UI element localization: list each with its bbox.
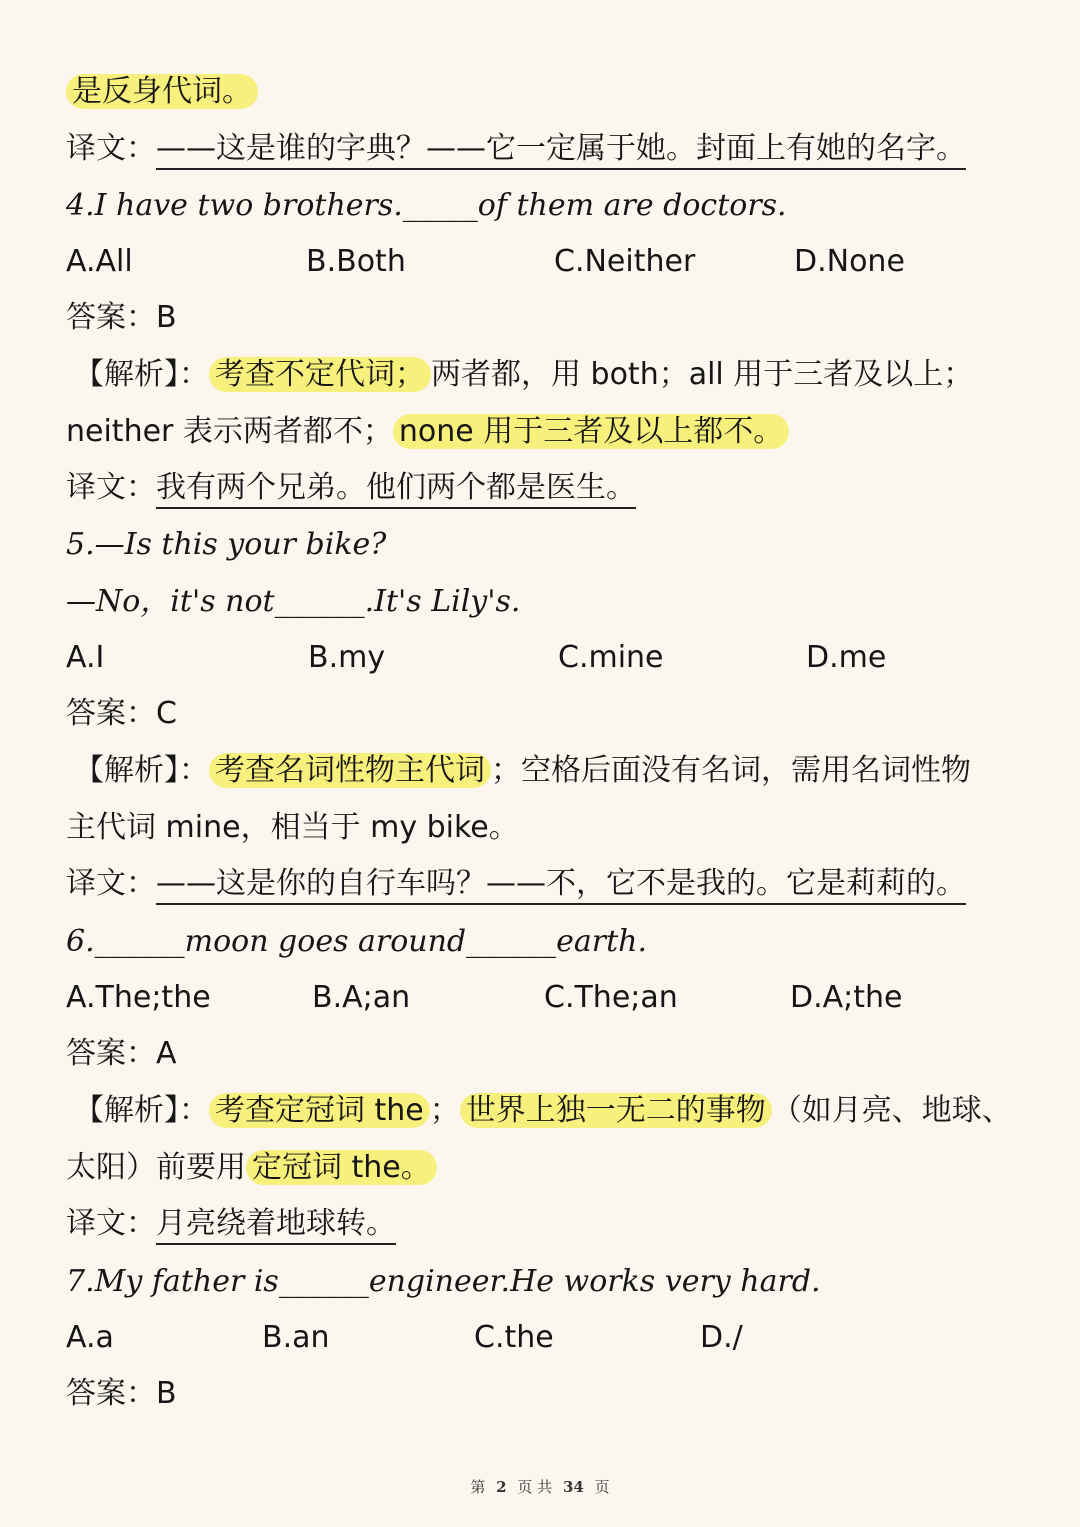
explanation-text: neither 表示两者都不； (66, 414, 393, 449)
option-b: B.Both (306, 244, 406, 279)
explanation-5-line-1 (74, 749, 1040, 793)
translation-text: ——这是谁的字典？——它一定属于她。封面上有她的名字。 (156, 131, 966, 170)
option-b: B.an (262, 1320, 330, 1355)
current-page-number: 2 (496, 1478, 507, 1496)
answer-value: B (156, 300, 177, 335)
footer-suffix: 页 (594, 1478, 610, 1496)
explanation-label: 【解析】： (74, 357, 209, 392)
translation-5 (66, 862, 1040, 906)
answer-value: A (156, 1036, 177, 1071)
question-5-line-1: 5.—Is this your bike? (66, 527, 387, 562)
translation-6 (66, 1202, 1040, 1246)
option-d: D.None (794, 244, 905, 279)
translation-label: 译文： (66, 470, 156, 505)
option-b: B.A;an (312, 980, 411, 1015)
option-c: C.the (474, 1320, 554, 1355)
translation-4 (66, 466, 1040, 510)
question-7: 7.My father is______engineer.He works very hard. (66, 1264, 821, 1299)
answer-value: C (156, 696, 177, 731)
question-4-options (66, 240, 1040, 284)
translation-label: 译文： (66, 866, 156, 901)
explanation-continuation (66, 70, 1040, 114)
answer-label: 答案： (66, 1376, 156, 1411)
translation-label: 译文： (66, 1206, 156, 1241)
highlight: 考查名词性物主代词 (209, 753, 491, 788)
highlight: 是反身代词。 (66, 74, 258, 109)
option-c: C.Neither (554, 244, 696, 279)
answer-7 (66, 1372, 1040, 1416)
translation-label: 译文： (66, 131, 156, 166)
answer-label: 答案： (66, 1036, 156, 1071)
question-7-options (66, 1316, 1040, 1360)
footer-middle: 页 共 (517, 1478, 553, 1496)
explanation-4-line-2 (66, 410, 1040, 454)
answer-5 (66, 692, 1040, 736)
option-a: A.I (66, 640, 105, 675)
explanation-text: 太阳）前要用 (66, 1150, 246, 1185)
answer-value: B (156, 1376, 177, 1411)
highlight: 考查定冠词 the (209, 1093, 430, 1128)
answer-label: 答案： (66, 696, 156, 731)
explanation-5-line-2: 主代词 mine，相当于 my bike。 (66, 810, 519, 845)
option-d: D.A;the (790, 980, 903, 1015)
explanation-text: （如月亮、地球、 (771, 1093, 1012, 1128)
translation-text: ——这是你的自行车吗？——不，它不是我的。它是莉莉的。 (156, 866, 966, 905)
option-a: A.All (66, 244, 133, 279)
translation-3 (66, 127, 1040, 171)
explanation-text: 两者都，用 both；all 用于三者及以上； (431, 357, 974, 392)
highlight: none 用于三者及以上都不。 (393, 414, 789, 449)
explanation-4-line-1 (74, 353, 1040, 397)
answer-label: 答案： (66, 300, 156, 335)
explanation-text: ；空格后面没有名词，需用名词性物 (491, 753, 971, 788)
question-5-line-2: —No，it's not______.It's Lily's. (66, 584, 521, 619)
translation-text: 月亮绕着地球转。 (156, 1206, 396, 1245)
translation-text: 我有两个兄弟。他们两个都是医生。 (156, 470, 636, 509)
option-a: A.The;the (66, 980, 211, 1015)
option-c: C.mine (558, 640, 664, 675)
explanation-separator: ； (429, 1093, 460, 1128)
question-6-options (66, 976, 1040, 1020)
page-footer (0, 1476, 1080, 1497)
footer-prefix: 第 (470, 1478, 486, 1496)
answer-4 (66, 296, 1040, 340)
option-c: C.The;an (544, 980, 678, 1015)
explanation-6-line-1 (74, 1089, 1040, 1133)
option-b: B.my (308, 640, 386, 675)
highlight: 世界上独一无二的事物 (460, 1093, 772, 1128)
highlight: 定冠词 the。 (246, 1150, 437, 1185)
question-5-options (66, 636, 1040, 680)
highlight: 考查不定代词； (209, 357, 431, 392)
question-6: 6.______moon goes around______earth. (66, 924, 648, 959)
explanation-label: 【解析】： (74, 1093, 209, 1128)
question-4: 4.I have two brothers._____of them are doctors. (66, 188, 787, 223)
option-d: D.me (806, 640, 887, 675)
explanation-label: 【解析】： (74, 753, 209, 788)
option-a: A.a (66, 1320, 114, 1355)
answer-6 (66, 1032, 1040, 1076)
total-pages-number: 34 (562, 1478, 584, 1496)
option-d: D./ (700, 1320, 743, 1355)
explanation-6-line-2 (66, 1146, 1040, 1190)
